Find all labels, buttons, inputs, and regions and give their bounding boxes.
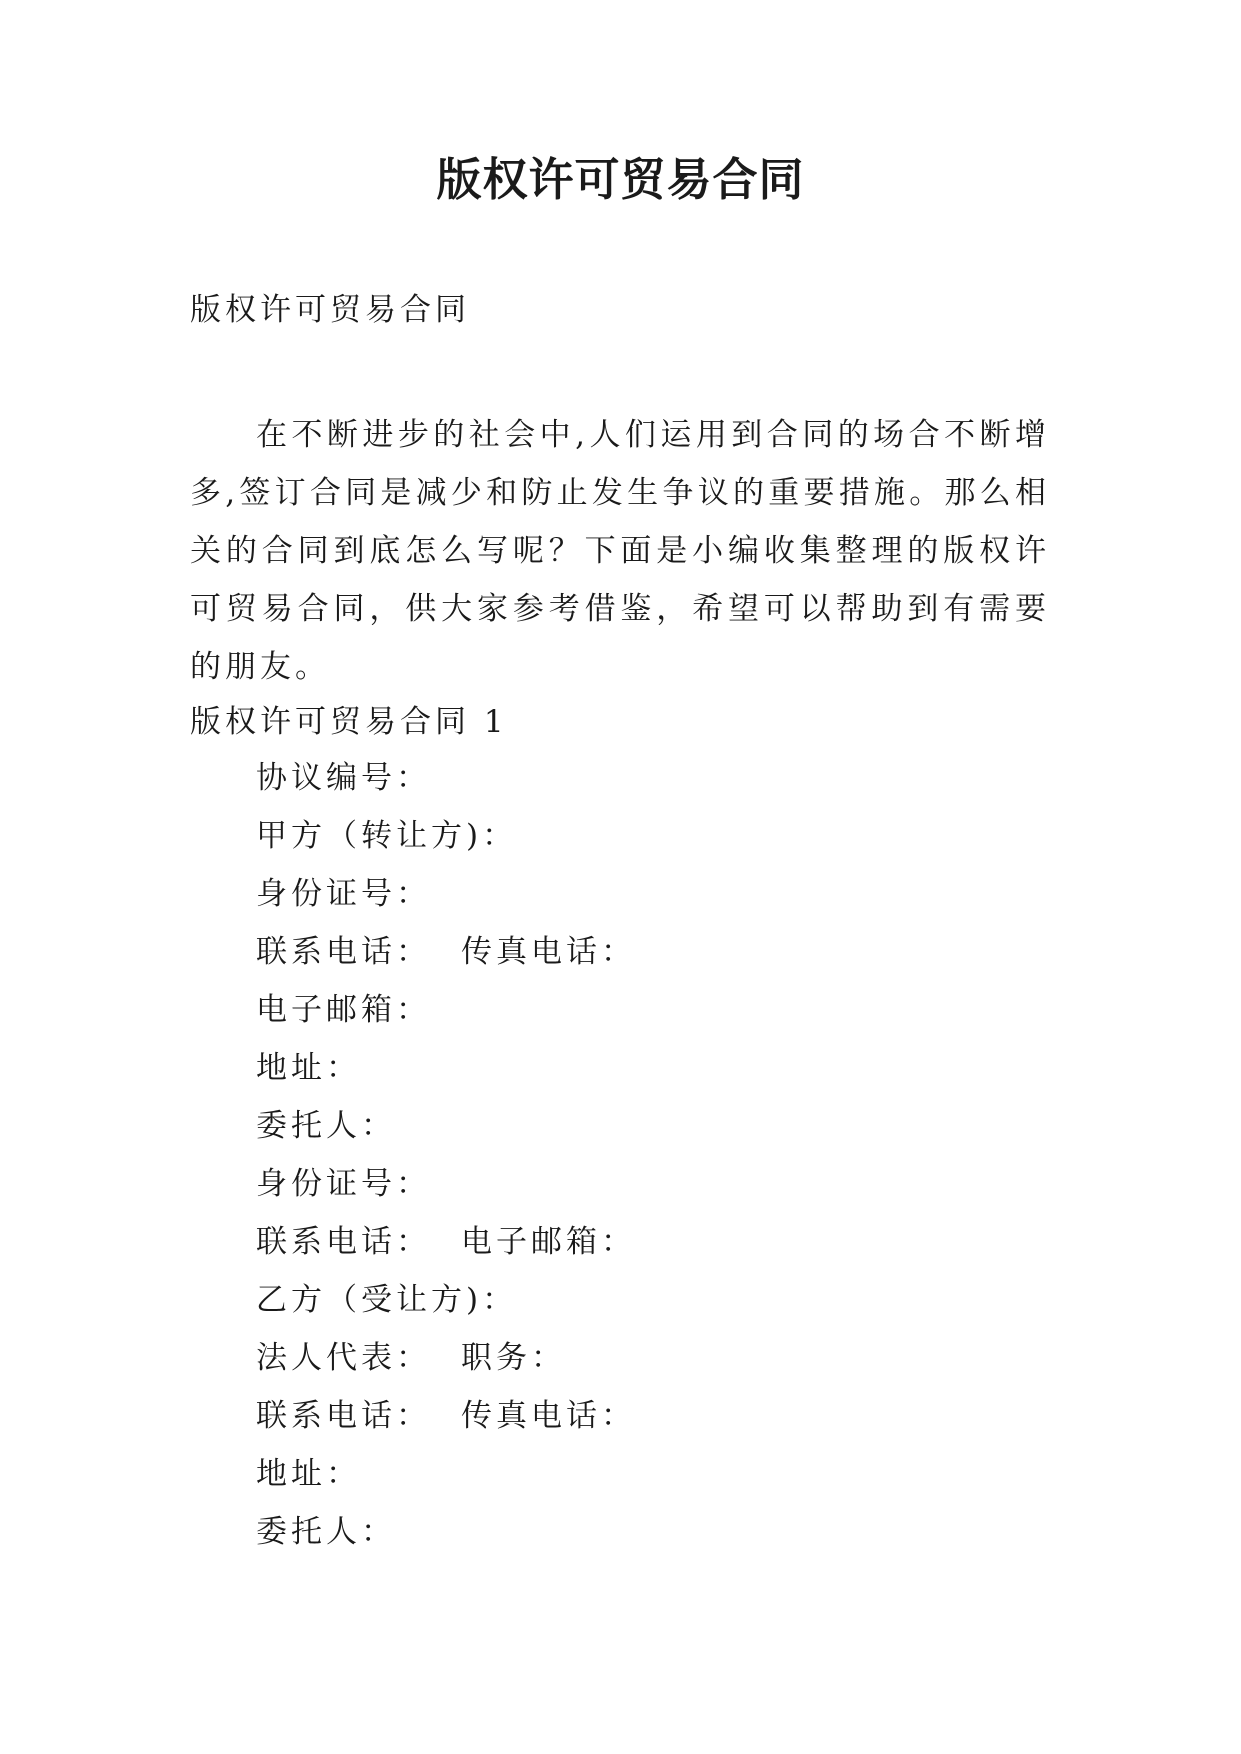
field-b-address: [256, 1454, 636, 1512]
field-label: 身份证号：: [256, 1166, 431, 1202]
field-legal-rep-position: [256, 1338, 636, 1396]
contract-fields: [256, 758, 636, 1570]
field-label: 法人代表：: [256, 1340, 431, 1376]
field-label: 委托人：: [256, 1514, 396, 1550]
field-party-a: [256, 816, 636, 874]
section-heading: 版权许可贸易合同 1: [190, 704, 508, 740]
field-label: 地址：: [256, 1456, 361, 1492]
field-party-b: [256, 1280, 636, 1338]
field-phone-fax: [256, 932, 636, 990]
field-label: 联系电话：: [256, 1398, 431, 1434]
field-agreement-number: [256, 758, 636, 816]
field-label: 传真电话：: [461, 1398, 636, 1434]
field-label: 职务：: [461, 1340, 566, 1376]
field-label: 甲方（转让方)：: [256, 818, 518, 854]
field-agent-phone-email: [256, 1222, 636, 1280]
field-label: 电子邮箱：: [256, 992, 431, 1028]
field-label: 传真电话：: [461, 934, 636, 970]
field-label: 委托人：: [256, 1108, 396, 1144]
field-address: [256, 1048, 636, 1106]
field-label: 身份证号：: [256, 876, 431, 912]
field-label: 乙方（受让方)：: [256, 1282, 518, 1318]
field-label: 地址：: [256, 1050, 361, 1086]
document-subtitle: 版权许可贸易合同: [190, 292, 470, 328]
field-email: [256, 990, 636, 1048]
field-label: 电子邮箱：: [461, 1224, 636, 1260]
field-b-agent: [256, 1512, 636, 1570]
field-id-number: [256, 874, 636, 932]
field-label: 协议编号：: [256, 760, 431, 796]
intro-paragraph: 在不断进步的社会中,人们运用到合同的场合不断增多,签订合同是减少和防止发生争议的重要措施。那么相关的合同到底怎么写呢？下面是小编收集整理的版权许可贸易合同，供大家参考借鉴，希望可以帮助到有需要的朋友。: [190, 417, 1050, 685]
field-agent-id-number: [256, 1164, 636, 1222]
field-agent: [256, 1106, 636, 1164]
field-label: 联系电话：: [256, 1224, 431, 1260]
field-b-phone-fax: [256, 1396, 636, 1454]
field-label: 联系电话：: [256, 934, 431, 970]
page-title: 版权许可贸易合同: [436, 153, 805, 206]
